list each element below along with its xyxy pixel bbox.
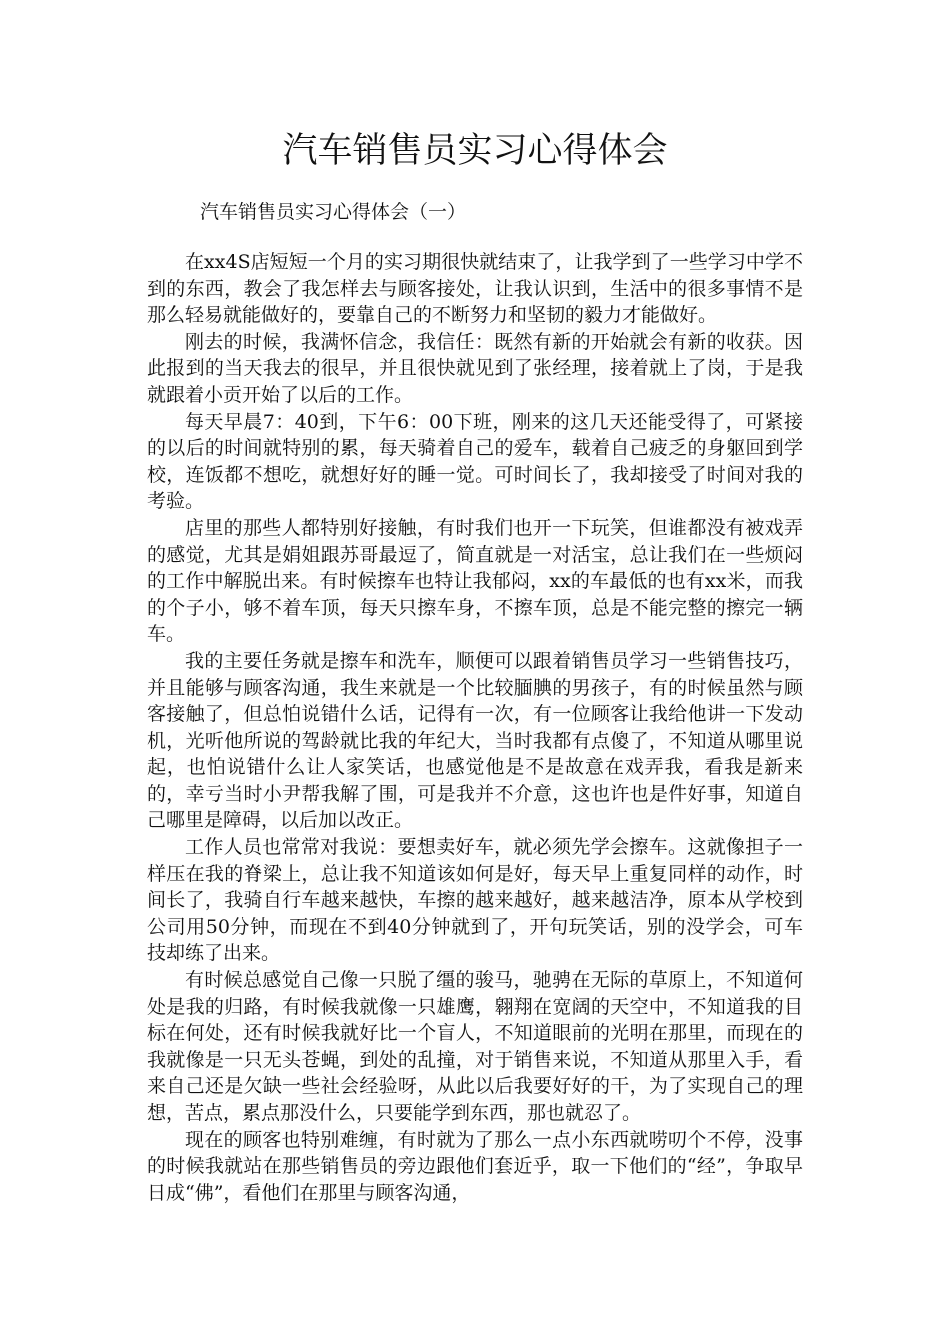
- document-subtitle: 汽车销售员实习心得体会（一）: [200, 201, 467, 223]
- paragraph: 现在的顾客也特别难缠，有时就为了那么一点小东西就唠叨个不停，没事的时候我就站在那些销售员的旁边跟他们套近乎，取一下他们的“经”，争取早日成“佛”，看他们在那里与顾客沟通，: [147, 1128, 803, 1204]
- paragraph: 我的主要任务就是擦车和洗车，顺便可以跟着销售员学习一些销售技巧，并且能够与顾客沟通，我生来就是一个比较腼腆的男孩子，有的时候虽然与顾客接触了，但总怕说错什么话，记得有一次，有一位顾客让我给他讲一下发动机，光听他所说的驾龄就比我的年纪大，当时我都有点傻了，不知道从哪里说起，也怕说错什么让人家笑话，也感觉他是不是故意在戏弄我，看我是新来的，幸亏当时小尹帮我解了围，可是我并不介意，这也许也是件好事，知道自己哪里是障碍，以后加以改正。: [147, 649, 803, 832]
- paragraph: 有时候总感觉自己像一只脱了缰的骏马，驰骋在无际的草原上，不知道何处是我的归路，有时候我就像一只雄鹰，翱翔在宽阔的天空中，不知道我的目标在何处，还有时候我就好比一个盲人，不知道眼前的光明在那里，而现在的我就像是一只无头苍蝇，到处的乱撞，对于销售来说，不知道从那里入手，看来自己还是欠缺一些社会经验呀，从此以后我要好好的干，为了实现自己的理想，苦点，累点那没什么，只要能学到东西，那也就忍了。: [147, 969, 803, 1124]
- paragraph: 每天早晨7：40到，下午6：00下班，刚来的这几天还能受得了，可紧接的以后的时间就特别的累，每天骑着自己的爱车，载着自己疲乏的身躯回到学校，连饭都不想吃，就想好好的睡一觉。可时间长了，我却接受了时间对我的考验。: [147, 410, 803, 513]
- paragraph: 店里的那些人都特别好接触，有时我们也开一下玩笑，但谁都没有被戏弄的感觉，尤其是娟姐跟苏哥最逗了，简直就是一对活宝，总让我们在一些烦闷的工作中解脱出来。有时候擦车也特让我郁闷，xx的车最低的也有xx米，而我的个子小，够不着车顶，每天只擦车身，不擦车顶，总是不能完整的擦完一辆车。: [147, 516, 803, 646]
- paragraph: 在xx4S店短短一个月的实习期很快就结束了，让我学到了一些学习中学不到的东西，教会了我怎样去与顾客接处，让我认识到，生活中的很多事情不是那么轻易就能做好的，要靠自己的不断努力和坚韧的毅力才能做好。: [147, 251, 803, 327]
- paragraph: 刚去的时候，我满怀信念，我信任：既然有新的开始就会有新的收获。因此报到的当天我去的很早，并且很快就见到了张经理，接着就上了岗，于是我就跟着小贡开始了以后的工作。: [147, 330, 803, 406]
- document-body: [147, 249, 803, 1206]
- document-title: 汽车销售员实习心得体会: [282, 131, 668, 171]
- paragraph: 工作人员也常常对我说：要想卖好车，就必须先学会擦车。这就像担子一样压在我的脊梁上，总让我不知道该如何是好，每天早上重复同样的动作，时间长了，我骑自行车越来越快，车擦的越来越好，越来越洁净，原本从学校到公司用50分钟，而现在不到40分钟就到了，开句玩笑话，别的没学会，可车技却练了出来。: [147, 836, 803, 965]
